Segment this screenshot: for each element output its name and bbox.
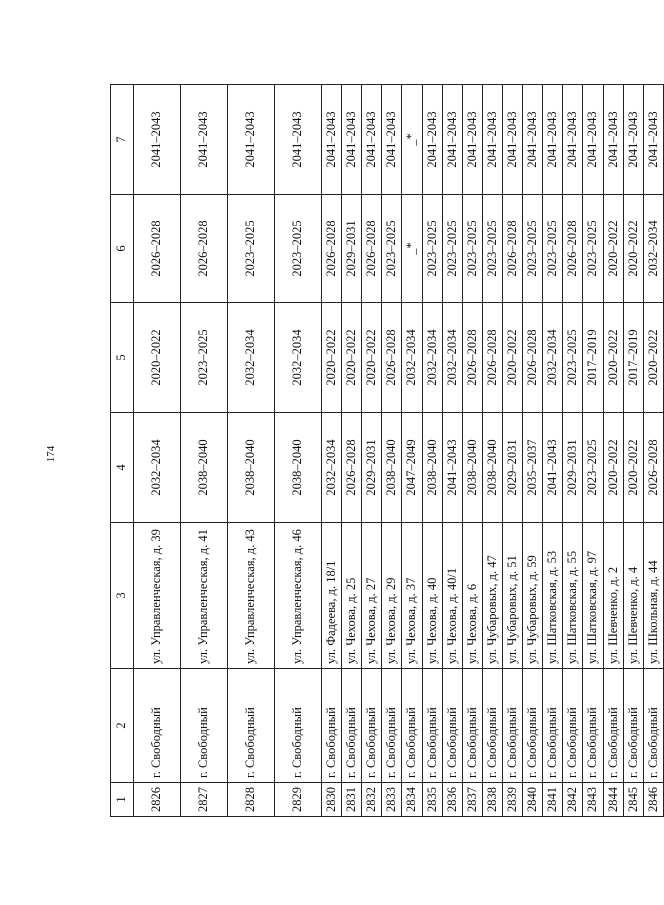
row-number-cell: 2835 (422, 783, 442, 817)
period-cell-5: 2020–2022 (603, 303, 623, 413)
city-cell: г. Свободный (643, 669, 663, 783)
row-number-cell: 2829 (275, 783, 322, 817)
period-cell-4: 2029–2031 (502, 413, 522, 523)
table-row (583, 85, 603, 817)
address-cell: ул. Управленческая, д. 43 (228, 523, 275, 669)
schedule-table (110, 84, 664, 817)
table-row (563, 85, 583, 817)
column-header: 1 (111, 783, 134, 817)
period-cell-4: 2023–2025 (583, 413, 603, 523)
period-cell-6: 2026–2028 (322, 195, 342, 303)
period-cell-6: 2026–2028 (502, 195, 522, 303)
city-cell: г. Свободный (228, 669, 275, 783)
period-cell-6: 2020–2022 (603, 195, 623, 303)
row-number-cell: 2837 (462, 783, 482, 817)
period-cell-4: 2035–2037 (523, 413, 543, 523)
table-row (442, 85, 462, 817)
row-number-cell: 2840 (523, 783, 543, 817)
address-cell: ул. Чехова, д. 27 (362, 523, 382, 669)
address-cell: ул. Шевченко, д. 2 (603, 523, 623, 669)
period-cell-6: 2023–2025 (442, 195, 462, 303)
period-cell-5: 2026–2028 (523, 303, 543, 413)
address-cell: ул. Шатковская, д. 53 (543, 523, 563, 669)
period-cell-7: 2041–2043 (482, 85, 502, 195)
address-cell: ул. Школьная, д. 44 (643, 523, 663, 669)
period-cell-7: 2041–2043 (342, 85, 362, 195)
row-number-cell: 2844 (603, 783, 623, 817)
address-cell: ул. Управленческая, д. 41 (181, 523, 228, 669)
period-cell-6: 2023–2025 (482, 195, 502, 303)
table-row (623, 85, 643, 817)
address-cell: ул. Управленческая, д. 46 (275, 523, 322, 669)
table-row (543, 85, 563, 817)
city-cell: г. Свободный (482, 669, 502, 783)
row-number-cell: 2843 (583, 783, 603, 817)
table-row (228, 85, 275, 817)
period-cell-5: 2032–2034 (442, 303, 462, 413)
city-cell: г. Свободный (563, 669, 583, 783)
row-number-cell: 2833 (382, 783, 402, 817)
period-cell-5: 2023–2025 (181, 303, 228, 413)
row-number-cell: 2834 (402, 783, 422, 817)
period-cell-4: 2041–2043 (543, 413, 563, 523)
address-cell: ул. Чехова, д. 25 (342, 523, 362, 669)
period-cell-4: 2032–2034 (134, 413, 181, 523)
period-cell-7: 2041–2043 (502, 85, 522, 195)
row-number-cell: 2830 (322, 783, 342, 817)
row-number-cell: 2845 (623, 783, 643, 817)
city-cell: г. Свободный (382, 669, 402, 783)
period-cell-6: 2023–2025 (228, 195, 275, 303)
row-number-cell: 2832 (362, 783, 382, 817)
address-cell: ул. Чубаровых, д. 47 (482, 523, 502, 669)
period-cell-6: 2023–2025 (275, 195, 322, 303)
table-row (502, 85, 522, 817)
period-cell-7: 2041–2043 (442, 85, 462, 195)
table-row (342, 85, 362, 817)
period-cell-4: 2038–2040 (482, 413, 502, 523)
row-number-cell: 2836 (442, 783, 462, 817)
city-cell: г. Свободный (422, 669, 442, 783)
page-number: 174 (45, 445, 57, 463)
period-cell-4: 2038–2040 (181, 413, 228, 523)
table-row (523, 85, 543, 817)
period-cell-4: 2038–2040 (228, 413, 275, 523)
address-cell: ул. Фадеева, д. 18/1 (322, 523, 342, 669)
city-cell: г. Свободный (523, 669, 543, 783)
period-cell-6: _* (402, 195, 422, 303)
row-number-cell: 2839 (502, 783, 522, 817)
city-cell: г. Свободный (362, 669, 382, 783)
city-cell: г. Свободный (543, 669, 563, 783)
period-cell-7: 2041–2043 (362, 85, 382, 195)
period-cell-7: 2041–2043 (134, 85, 181, 195)
table-row (482, 85, 502, 817)
column-header: 7 (111, 85, 134, 195)
period-cell-6: 2029–2031 (342, 195, 362, 303)
table-row (181, 85, 228, 817)
column-header: 2 (111, 669, 134, 783)
period-cell-5: 2020–2022 (502, 303, 522, 413)
period-cell-4: 2032–2034 (322, 413, 342, 523)
period-cell-7: 2041–2043 (603, 85, 623, 195)
period-cell-4: 2029–2031 (362, 413, 382, 523)
row-number-cell: 2828 (228, 783, 275, 817)
period-cell-5: 2032–2034 (422, 303, 442, 413)
header-row (111, 85, 134, 817)
table-row (322, 85, 342, 817)
table-row (603, 85, 623, 817)
period-cell-5: 2023–2025 (563, 303, 583, 413)
address-cell: ул. Управленческая, д. 39 (134, 523, 181, 669)
column-header: 4 (111, 413, 134, 523)
period-cell-5: 2026–2028 (382, 303, 402, 413)
period-cell-5: 2020–2022 (342, 303, 362, 413)
period-cell-4: 2038–2040 (462, 413, 482, 523)
period-cell-4: 2038–2040 (422, 413, 442, 523)
city-cell: г. Свободный (322, 669, 342, 783)
period-cell-5: 2032–2034 (275, 303, 322, 413)
table-row (382, 85, 402, 817)
period-cell-6: 2026–2028 (134, 195, 181, 303)
city-cell: г. Свободный (623, 669, 643, 783)
period-cell-5: 2017–2019 (623, 303, 643, 413)
address-cell: ул. Чубаровых, д. 59 (523, 523, 543, 669)
row-number-cell: 2842 (563, 783, 583, 817)
table-row (643, 85, 663, 817)
period-cell-6: 2032–2034 (643, 195, 663, 303)
table-row (402, 85, 422, 817)
period-cell-5: 2032–2034 (402, 303, 422, 413)
period-cell-6: 2026–2028 (362, 195, 382, 303)
city-cell: г. Свободный (442, 669, 462, 783)
period-cell-4: 2020–2022 (623, 413, 643, 523)
period-cell-6: 2026–2028 (181, 195, 228, 303)
period-cell-5: 2020–2022 (322, 303, 342, 413)
city-cell: г. Свободный (275, 669, 322, 783)
period-cell-7: 2041–2043 (181, 85, 228, 195)
city-cell: г. Свободный (502, 669, 522, 783)
period-cell-5: 2020–2022 (134, 303, 181, 413)
period-cell-4: 2047–2049 (402, 413, 422, 523)
period-cell-4: 2026–2028 (342, 413, 362, 523)
period-cell-4: 2020–2022 (603, 413, 623, 523)
address-cell: ул. Чехова, д. 37 (402, 523, 422, 669)
rotated-table-wrapper (110, 85, 664, 817)
period-cell-7: 2041–2043 (643, 85, 663, 195)
column-header: 3 (111, 523, 134, 669)
address-cell: ул. Шатковская, д. 55 (563, 523, 583, 669)
period-cell-7: _* (402, 85, 422, 195)
city-cell: г. Свободный (603, 669, 623, 783)
period-cell-7: 2041–2043 (543, 85, 563, 195)
period-cell-6: 2023–2025 (382, 195, 402, 303)
period-cell-4: 2038–2040 (382, 413, 402, 523)
period-cell-6: 2023–2025 (583, 195, 603, 303)
row-number-cell: 2838 (482, 783, 502, 817)
city-cell: г. Свободный (134, 669, 181, 783)
city-cell: г. Свободный (342, 669, 362, 783)
period-cell-7: 2041–2043 (583, 85, 603, 195)
row-number-cell: 2841 (543, 783, 563, 817)
table-row (275, 85, 322, 817)
period-cell-5: 2017–2019 (583, 303, 603, 413)
address-cell: ул. Чехова, д. 40 (422, 523, 442, 669)
city-cell: г. Свободный (402, 669, 422, 783)
period-cell-7: 2041–2043 (322, 85, 342, 195)
period-cell-6: 2023–2025 (422, 195, 442, 303)
period-cell-6: 2023–2025 (543, 195, 563, 303)
period-cell-7: 2041–2043 (462, 85, 482, 195)
row-number-cell: 2831 (342, 783, 362, 817)
row-number-cell: 2846 (643, 783, 663, 817)
address-cell: ул. Чехова, д. 6 (462, 523, 482, 669)
period-cell-7: 2041–2043 (422, 85, 442, 195)
table-body (134, 85, 664, 817)
city-cell: г. Свободный (181, 669, 228, 783)
period-cell-7: 2041–2043 (623, 85, 643, 195)
table-row (462, 85, 482, 817)
period-cell-5: 2020–2022 (643, 303, 663, 413)
table-row (422, 85, 442, 817)
period-cell-7: 2041–2043 (523, 85, 543, 195)
table-row (362, 85, 382, 817)
row-number-cell: 2826 (134, 783, 181, 817)
period-cell-6: 2020–2022 (623, 195, 643, 303)
period-cell-6: 2023–2025 (462, 195, 482, 303)
period-cell-7: 2041–2043 (228, 85, 275, 195)
row-number-cell: 2827 (181, 783, 228, 817)
city-cell: г. Свободный (462, 669, 482, 783)
address-cell: ул. Чубаровых, д. 51 (502, 523, 522, 669)
period-cell-5: 2032–2034 (543, 303, 563, 413)
period-cell-5: 2026–2028 (482, 303, 502, 413)
period-cell-4: 2026–2028 (643, 413, 663, 523)
period-cell-4: 2038–2040 (275, 413, 322, 523)
city-cell: г. Свободный (583, 669, 603, 783)
column-header: 5 (111, 303, 134, 413)
period-cell-6: 2023–2025 (523, 195, 543, 303)
address-cell: ул. Шатковская, д. 97 (583, 523, 603, 669)
address-cell: ул. Чехова, д. 40/1 (442, 523, 462, 669)
address-cell: ул. Шевченко, д. 4 (623, 523, 643, 669)
period-cell-6: 2026–2028 (563, 195, 583, 303)
address-cell: ул. Чехова, д. 29 (382, 523, 402, 669)
period-cell-4: 2029–2031 (563, 413, 583, 523)
period-cell-5: 2032–2034 (228, 303, 275, 413)
period-cell-5: 2020–2022 (362, 303, 382, 413)
column-header: 6 (111, 195, 134, 303)
period-cell-4: 2041–2043 (442, 413, 462, 523)
period-cell-5: 2026–2028 (462, 303, 482, 413)
table-row (134, 85, 181, 817)
period-cell-7: 2041–2043 (563, 85, 583, 195)
period-cell-7: 2041–2043 (382, 85, 402, 195)
period-cell-7: 2041–2043 (275, 85, 322, 195)
